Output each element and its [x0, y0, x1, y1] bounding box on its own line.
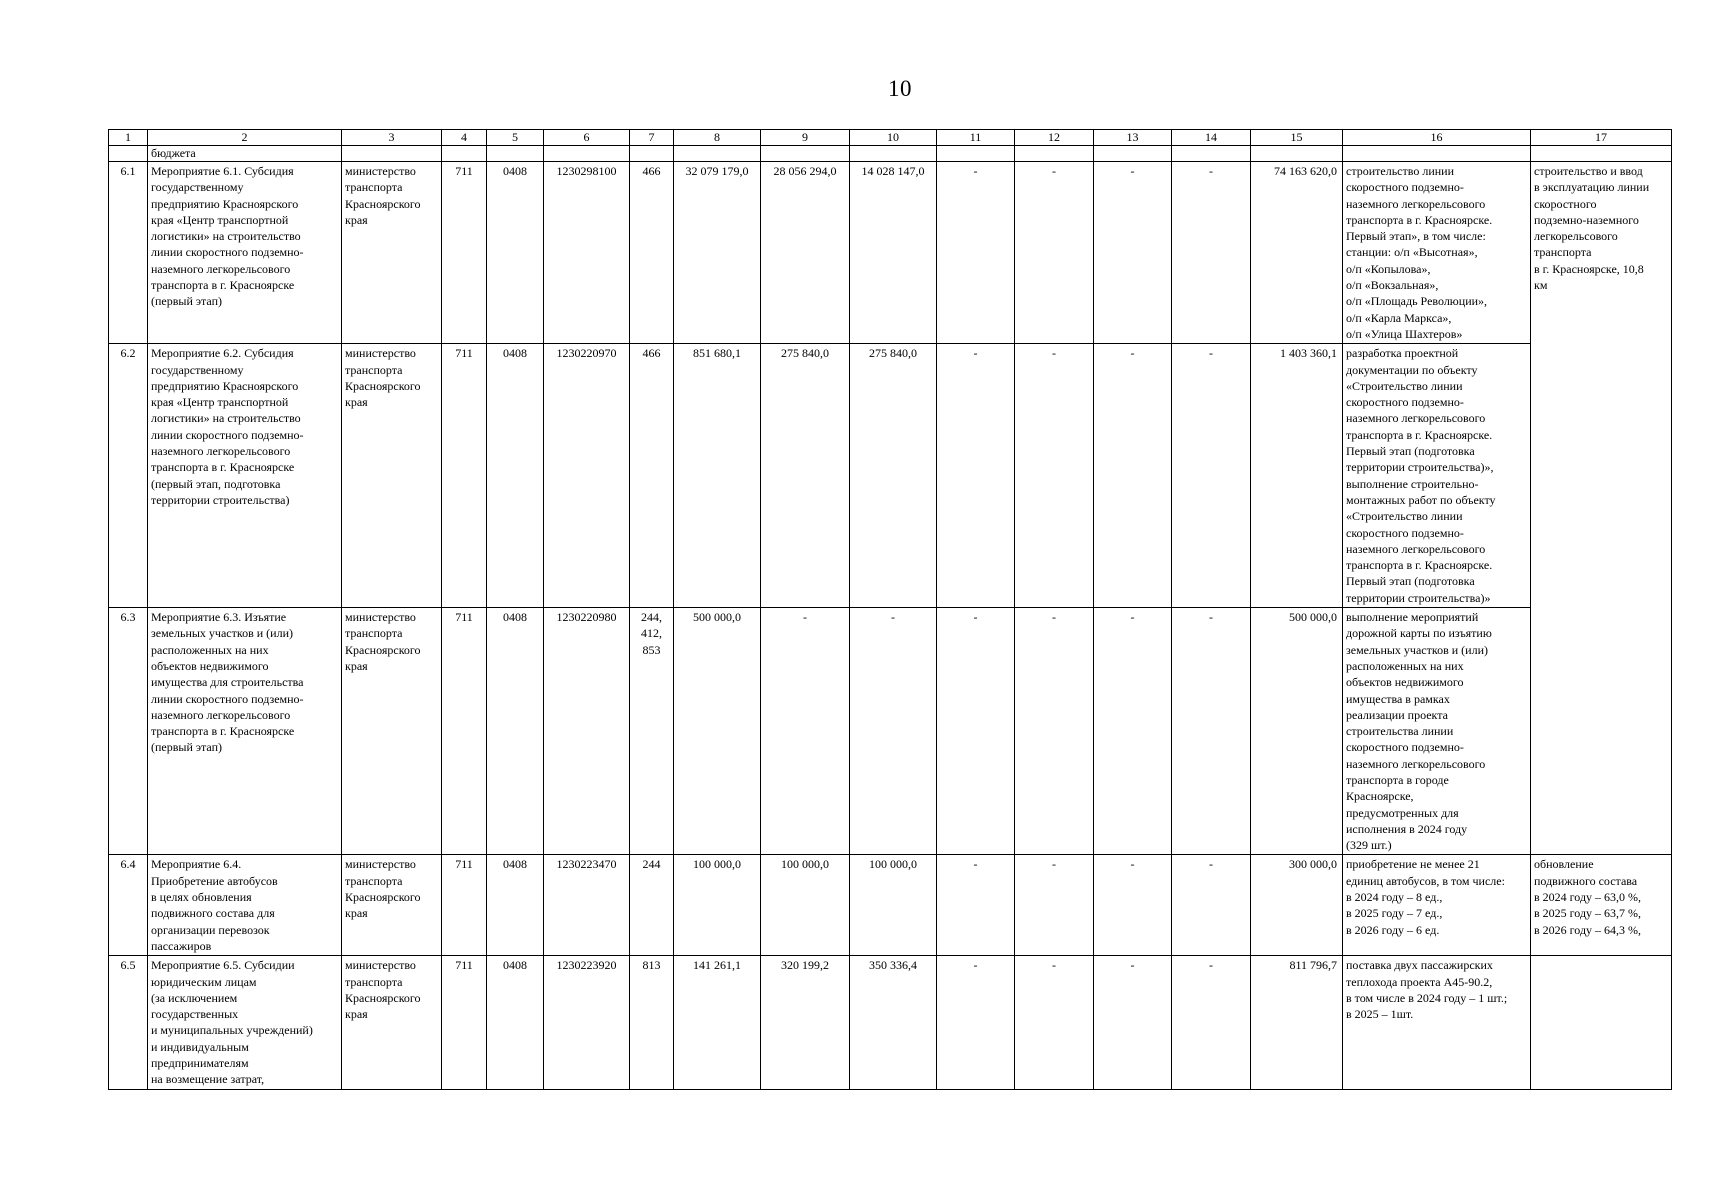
amount-col-14: -	[1172, 608, 1251, 855]
amount-col-13: -	[1094, 608, 1172, 855]
col-header-8: 8	[674, 130, 761, 146]
target-article-code: 1230220970	[544, 344, 630, 608]
grbs-code: 711	[442, 855, 487, 956]
responsible-executor: министерство транспорта Красноярского края	[342, 344, 442, 608]
expected-result: поставка двух пассажирских теплохода проекта А45-90.2, в том числе в 2024 году – 1 шт.; в 2025 – 1шт.	[1343, 956, 1531, 1089]
amount-col-14: -	[1172, 956, 1251, 1089]
measure-name: Мероприятие 6.2. Субсидия государственному предприятию Красноярского края «Центр транспортной логистики» на строительство линии скоростного подземно- наземного легкорельсового транспорта в г. Красноярске (первый этап, подготовка территории строительства)	[148, 344, 342, 608]
amount-year-1: 500 000,0	[674, 608, 761, 855]
target-article-code: 1230298100	[544, 162, 630, 344]
amount-col-14: -	[1172, 162, 1251, 344]
amount-year-2: 275 840,0	[761, 344, 850, 608]
indicator-result-continued	[1531, 608, 1672, 855]
amount-col-14: -	[1172, 344, 1251, 608]
responsible-executor: министерство транспорта Красноярского края	[342, 608, 442, 855]
col-header-12: 12	[1015, 130, 1094, 146]
col-header-3: 3	[342, 130, 442, 146]
amount-col-11: -	[937, 344, 1015, 608]
row-number: 6.1	[109, 162, 148, 344]
expense-type-code: 466	[630, 344, 674, 608]
target-article-code: 1230223470	[544, 855, 630, 956]
table-row-6-2	[109, 344, 1672, 608]
amount-col-11: -	[937, 855, 1015, 956]
amount-col-13: -	[1094, 956, 1172, 1089]
section-code: 0408	[487, 855, 544, 956]
section-code: 0408	[487, 956, 544, 1089]
amount-year-1: 851 680,1	[674, 344, 761, 608]
indicator-result	[1531, 956, 1672, 1089]
table-row-6-4	[109, 855, 1672, 956]
measure-name: Мероприятие 6.4. Приобретение автобусов в целях обновления подвижного состава для организации перевозок пассажиров	[148, 855, 342, 956]
amount-year-2: 28 056 294,0	[761, 162, 850, 344]
col-header-5: 5	[487, 130, 544, 146]
column-number-header-row	[109, 130, 1672, 146]
responsible-executor: министерство транспорта Красноярского края	[342, 855, 442, 956]
amount-year-2: 100 000,0	[761, 855, 850, 956]
col-header-6: 6	[544, 130, 630, 146]
col-header-1: 1	[109, 130, 148, 146]
amount-total: 1 403 360,1	[1251, 344, 1343, 608]
row-number: 6.5	[109, 956, 148, 1089]
expected-result: приобретение не менее 21 единиц автобусов, в том числе: в 2024 году – 8 ед., в 2025 году – 7 ед., в 2026 году – 6 ед.	[1343, 855, 1531, 956]
grbs-code: 711	[442, 344, 487, 608]
amount-total: 500 000,0	[1251, 608, 1343, 855]
col-header-17: 17	[1531, 130, 1672, 146]
amount-col-11: -	[937, 608, 1015, 855]
expense-type-code: 244, 412, 853	[630, 608, 674, 855]
amount-year-1: 32 079 179,0	[674, 162, 761, 344]
amount-year-3: 350 336,4	[850, 956, 937, 1089]
amount-col-14: -	[1172, 855, 1251, 956]
col-header-14: 14	[1172, 130, 1251, 146]
grbs-code: 711	[442, 162, 487, 344]
amount-col-13: -	[1094, 855, 1172, 956]
expected-result: разработка проектной документации по объекту «Строительство линии скоростного подземно- наземного легкорельсового транспорта в г. Красноярске. Первый этап (подготовка территории строительства)», выполнение строительно- монтажных работ по объекту «Строительство линии скоростного подземно- наземного легкорельсового транспорта в г. Красноярске. Первый этап (подготовка территории строительства)»	[1343, 344, 1531, 608]
indicator-result: строительство и ввод в эксплуатацию линии скоростного подземно-наземного легкорельсового транспорта в г. Красноярске, 10,8 км	[1531, 162, 1672, 344]
amount-col-11: -	[937, 162, 1015, 344]
amount-year-3: -	[850, 608, 937, 855]
program-table-container	[108, 129, 1672, 1090]
measure-name: Мероприятие 6.1. Субсидия государственному предприятию Красноярского края «Центр транспортной логистики» на строительство линии скоростного подземно- наземного легкорельсового транспорта в г. Красноярске (первый этап)	[148, 162, 342, 344]
amount-total: 300 000,0	[1251, 855, 1343, 956]
amount-col-13: -	[1094, 344, 1172, 608]
expense-type-code: 244	[630, 855, 674, 956]
row-number: 6.3	[109, 608, 148, 855]
target-article-code: 1230220980	[544, 608, 630, 855]
row-number: 6.2	[109, 344, 148, 608]
budget-continuation-row	[109, 146, 1672, 162]
amount-year-2: 320 199,2	[761, 956, 850, 1089]
amount-col-12: -	[1015, 855, 1094, 956]
amount-col-12: -	[1015, 608, 1094, 855]
amount-year-3: 275 840,0	[850, 344, 937, 608]
table-row-6-3	[109, 608, 1672, 855]
indicator-result-continued	[1531, 344, 1672, 608]
col-header-2: 2	[148, 130, 342, 146]
expected-result: выполнение мероприятий дорожной карты по изъятию земельных участков и (или) расположенных на них объектов недвижимого имущества в рамках реализации проекта строительства линии скоростного подземно- наземного легкорельсового транспорта в городе Красноярске, предусмотренных для исполнения в 2024 году (329 шт.)	[1343, 608, 1531, 855]
col-header-10: 10	[850, 130, 937, 146]
col-header-16: 16	[1343, 130, 1531, 146]
target-article-code: 1230223920	[544, 956, 630, 1089]
amount-col-11: -	[937, 956, 1015, 1089]
table-row-6-5	[109, 956, 1672, 1089]
expense-type-code: 813	[630, 956, 674, 1089]
col-header-11: 11	[937, 130, 1015, 146]
col-header-4: 4	[442, 130, 487, 146]
indicator-result: обновление подвижного состава в 2024 году – 63,0 %, в 2025 году – 63,7 %, в 2026 году – 64,3 %,	[1531, 855, 1672, 956]
amount-year-3: 100 000,0	[850, 855, 937, 956]
amount-total: 811 796,7	[1251, 956, 1343, 1089]
amount-year-1: 141 261,1	[674, 956, 761, 1089]
amount-col-12: -	[1015, 344, 1094, 608]
section-code: 0408	[487, 162, 544, 344]
program-measures-table	[108, 129, 1672, 1090]
budget-label: бюджета	[148, 146, 342, 162]
col-header-15: 15	[1251, 130, 1343, 146]
col-header-9: 9	[761, 130, 850, 146]
grbs-code: 711	[442, 608, 487, 855]
responsible-executor: министерство транспорта Красноярского края	[342, 162, 442, 344]
section-code: 0408	[487, 608, 544, 855]
amount-year-1: 100 000,0	[674, 855, 761, 956]
row-number: 6.4	[109, 855, 148, 956]
amount-total: 74 163 620,0	[1251, 162, 1343, 344]
grbs-code: 711	[442, 956, 487, 1089]
responsible-executor: министерство транспорта Красноярского края	[342, 956, 442, 1089]
measure-name: Мероприятие 6.3. Изъятие земельных участков и (или) расположенных на них объектов недвижимого имущества для строительства линии скоростного подземно- наземного легкорельсового транспорта в г. Красноярске (первый этап)	[148, 608, 342, 855]
amount-col-12: -	[1015, 162, 1094, 344]
amount-year-2: -	[761, 608, 850, 855]
expected-result: строительство линии скоростного подземно- наземного легкорельсового транспорта в г. Красноярске. Первый этап», в том числе: станции: о/п «Высотная», о/п «Копылова», о/п «Вокзальная», о/п «Площадь Революции», о/п «Карла Маркса», о/п «Улица Шахтеров»	[1343, 162, 1531, 344]
page-number: 10	[888, 76, 912, 101]
table-row-6-1	[109, 162, 1672, 344]
expense-type-code: 466	[630, 162, 674, 344]
section-code: 0408	[487, 344, 544, 608]
col-header-13: 13	[1094, 130, 1172, 146]
amount-col-13: -	[1094, 162, 1172, 344]
amount-year-3: 14 028 147,0	[850, 162, 937, 344]
amount-col-12: -	[1015, 956, 1094, 1089]
col-header-7: 7	[630, 130, 674, 146]
measure-name: Мероприятие 6.5. Субсидии юридическим лицам (за исключением государственных и муниципальных учреждений) и индивидуальным предпринимателям на возмещение затрат,	[148, 956, 342, 1089]
